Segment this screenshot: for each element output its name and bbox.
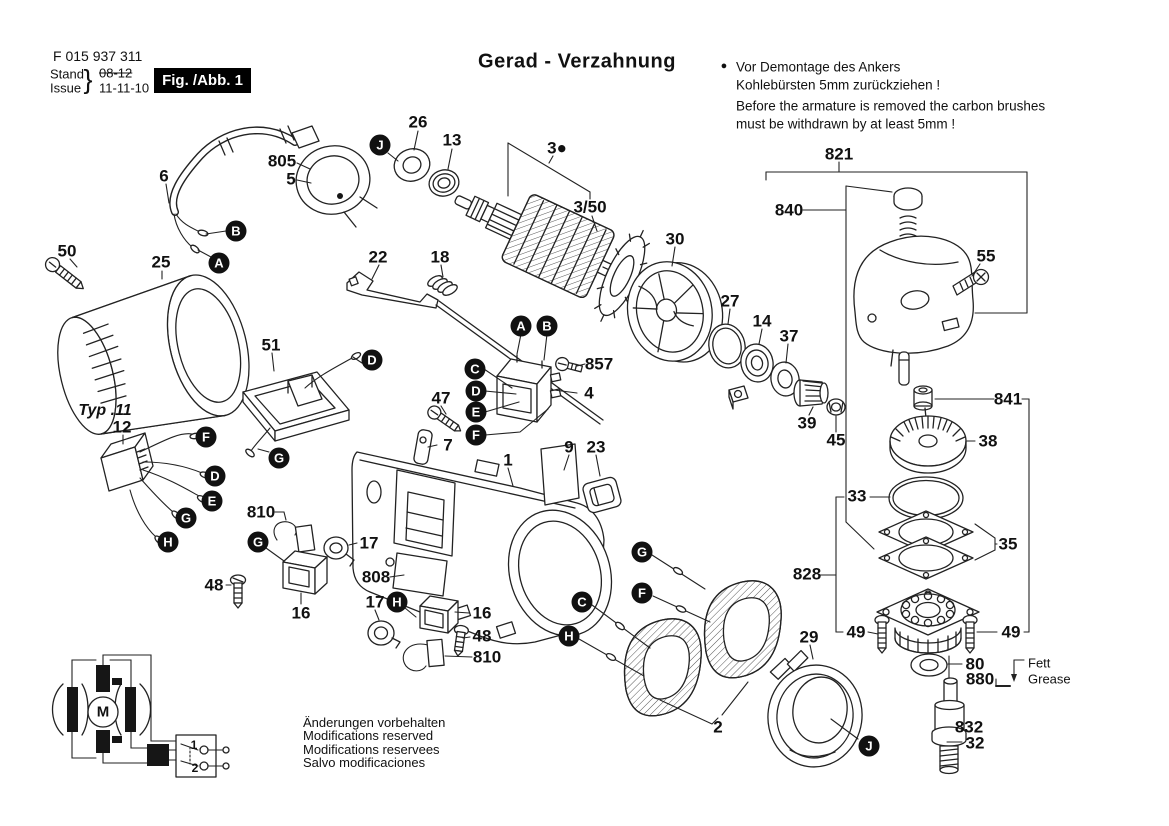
wiring-marker-D-12: D <box>205 466 226 487</box>
wiring-marker-F-11: F <box>196 427 217 448</box>
bushing-841 <box>914 386 932 410</box>
stand-value-struck: 08-12 <box>99 65 133 81</box>
part-callout-810-49: 810 <box>472 647 502 667</box>
brush-810-left <box>274 522 315 552</box>
part-callout-26-0: 26 <box>408 112 428 132</box>
part-callout-828-24: 828 <box>792 564 822 584</box>
header-brace: } <box>83 64 93 95</box>
schematic-motor-label: M <box>96 703 110 721</box>
part-callout-2-50: 2 <box>713 717 723 737</box>
bearing-13 <box>426 167 462 200</box>
part-callout-3-2: 3● <box>547 138 567 158</box>
pinion-39 <box>794 380 828 406</box>
notice-en-line2: must be withdrawn by at least 5mm ! <box>736 116 956 132</box>
wiring-marker-G-16: G <box>248 532 269 553</box>
part-callout-16-47: 16 <box>472 603 492 623</box>
brush-810-right <box>403 639 444 671</box>
screw-49-right <box>963 616 977 654</box>
switch-4 <box>497 355 561 422</box>
part-callout-4-33: 4 <box>584 383 594 403</box>
schematic-contact-2: 2 <box>191 761 199 775</box>
part-callout-49-25: 49 <box>846 622 866 642</box>
grease-label-en: Grease <box>1028 671 1071 687</box>
part-callout-80-27: 80 <box>965 654 985 674</box>
part-callout-55-19: 55 <box>976 246 996 266</box>
housing-cap <box>44 266 262 451</box>
part-callout-7-35: 7 <box>443 435 453 455</box>
part-callout-50-7: 50 <box>57 241 77 261</box>
part-callout-805-4: 805 <box>267 151 297 171</box>
wiring-marker-D-6: D <box>466 381 487 402</box>
part-callout-857-32: 857 <box>584 354 614 374</box>
screw-48-right <box>451 625 469 657</box>
part-callout-47-34: 47 <box>431 388 451 408</box>
slider-button-23 <box>582 476 623 514</box>
wiring-marker-G-10: G <box>269 448 290 469</box>
figure-label-box: Fig. /Abb. 1 <box>154 68 251 93</box>
part-callout-12-37: 12 <box>112 417 132 437</box>
wiring-marker-E-13: E <box>202 491 223 512</box>
wiring-marker-F-8: F <box>466 425 487 446</box>
notice-en-line1: Before the armature is removed the carbon brushes <box>736 98 1046 114</box>
brush-holder-16-left <box>283 551 327 594</box>
part-callout-48-43: 48 <box>204 575 224 595</box>
wiring-marker-B-1: B <box>226 221 247 242</box>
part-callout-821-17: 821 <box>824 144 854 164</box>
part-callout-32-31: 32 <box>965 733 985 753</box>
part-callout-49-26: 49 <box>1001 622 1021 642</box>
cap-17-right <box>368 621 400 648</box>
type-label: Typ .11 <box>78 402 132 419</box>
footer-note-line: Salvo modificaciones <box>303 755 426 771</box>
retaining-ring-26 <box>390 144 435 186</box>
part-callout-808-45: 808 <box>361 567 391 587</box>
part-callout-841-20: 841 <box>993 389 1023 409</box>
part-callout-6-6: 6 <box>159 166 169 186</box>
nut-45 <box>827 399 845 415</box>
mains-plug <box>289 126 377 227</box>
part-callout-38-21: 38 <box>978 431 998 451</box>
wiring-marker-H-15: H <box>158 532 179 553</box>
part-callout-33-22: 33 <box>847 486 867 506</box>
footer-note-line: Änderungen vorbehalten <box>303 715 446 730</box>
footer-notes <box>303 716 445 770</box>
part-callout-880-28: 880 <box>965 669 995 689</box>
part-callout-810-41: 810 <box>246 502 276 522</box>
field-coil-right <box>705 581 782 678</box>
page-title: Gerad - Verzahnung <box>478 50 676 73</box>
wiring-marker-B-4: B <box>537 316 558 337</box>
wiring-marker-A-2: A <box>209 253 230 274</box>
gear-head-housing <box>854 236 973 366</box>
lock-block <box>729 386 748 409</box>
part-callout-14-13: 14 <box>752 311 772 331</box>
schematic-contact-1: 1 <box>190 738 198 752</box>
footer-note-line: Modifications reserved <box>303 728 434 744</box>
wiring-marker-G-14: G <box>176 508 197 529</box>
part-callout-1-38: 1 <box>503 450 513 470</box>
part-callout-29-29: 29 <box>799 627 819 647</box>
notice-de-line2: Kohlebürsten 5mm zurückziehen ! <box>736 77 941 93</box>
issue-label: Issue <box>50 80 82 96</box>
document-number: F 015 937 311 <box>53 48 143 64</box>
wiring-marker-D-9: D <box>362 350 383 371</box>
part-callout-37-14: 37 <box>779 326 799 346</box>
label-plate-808 <box>393 553 447 596</box>
part-callout-25-8: 25 <box>151 252 171 272</box>
grease-label-de: Fett <box>1028 655 1051 671</box>
part-callout-16-44: 16 <box>291 603 311 623</box>
wiring-marker-J-0: J <box>370 135 391 156</box>
suppressor-12 <box>101 433 211 546</box>
washer-80 <box>911 654 947 676</box>
part-callout-51-36: 51 <box>261 335 281 355</box>
switch-plate-51 <box>243 351 362 458</box>
screw-48-left <box>231 575 246 608</box>
part-callout-5-5: 5 <box>286 169 296 189</box>
part-callout-35-23: 35 <box>998 534 1018 554</box>
notice-de-line1: Vor Demontage des Ankers <box>736 59 901 75</box>
wiring-marker-F-19: F <box>632 583 653 604</box>
notice-bullet-icon: ● <box>720 60 728 72</box>
wiring-marker-G-18: G <box>632 542 653 563</box>
wiring-marker-C-20: C <box>572 592 593 613</box>
crown-gear-38 <box>890 408 966 473</box>
wiring-marker-E-7: E <box>466 402 487 423</box>
wiring-marker-J-22: J <box>859 736 880 757</box>
part-callout-13-1: 13 <box>442 130 462 150</box>
footer-note-line: Modifications reservees <box>303 741 440 757</box>
part-callout-39-15: 39 <box>797 413 817 433</box>
part-callout-840-18: 840 <box>774 200 804 220</box>
part-callout-18-10: 18 <box>430 247 450 267</box>
screw-47 <box>425 403 464 436</box>
wiring-marker-C-5: C <box>465 359 486 380</box>
issue-value: 11-11-10 <box>99 80 150 96</box>
part-callout-45-16: 45 <box>826 430 846 450</box>
stand-label: Stand <box>50 66 84 82</box>
part-callout-9-39: 9 <box>564 437 574 457</box>
gasket-lower <box>879 537 973 579</box>
part-callout-48-48: 48 <box>472 626 492 646</box>
part-callout-350-3: 3/50 <box>573 197 607 217</box>
wiring-schematic <box>53 655 230 777</box>
pin-below-housing <box>899 352 909 385</box>
screw-50 <box>43 255 88 294</box>
brush-holder-16-right <box>420 596 458 633</box>
part-callout-30-11: 30 <box>665 229 685 249</box>
wiring-marker-A-3: A <box>511 316 532 337</box>
wheel-guard-29 <box>761 650 868 773</box>
cap-17-left <box>324 537 354 566</box>
wiring-marker-H-17: H <box>387 592 408 613</box>
part-callout-832-30: 832 <box>954 717 984 737</box>
part-callout-27-12: 27 <box>720 291 740 311</box>
part-callout-22-9: 22 <box>368 247 388 267</box>
part-callout-17-42: 17 <box>359 533 379 553</box>
wiring-marker-H-21: H <box>559 626 580 647</box>
part-callout-17-46: 17 <box>365 592 385 612</box>
part-callout-23-40: 23 <box>586 437 606 457</box>
